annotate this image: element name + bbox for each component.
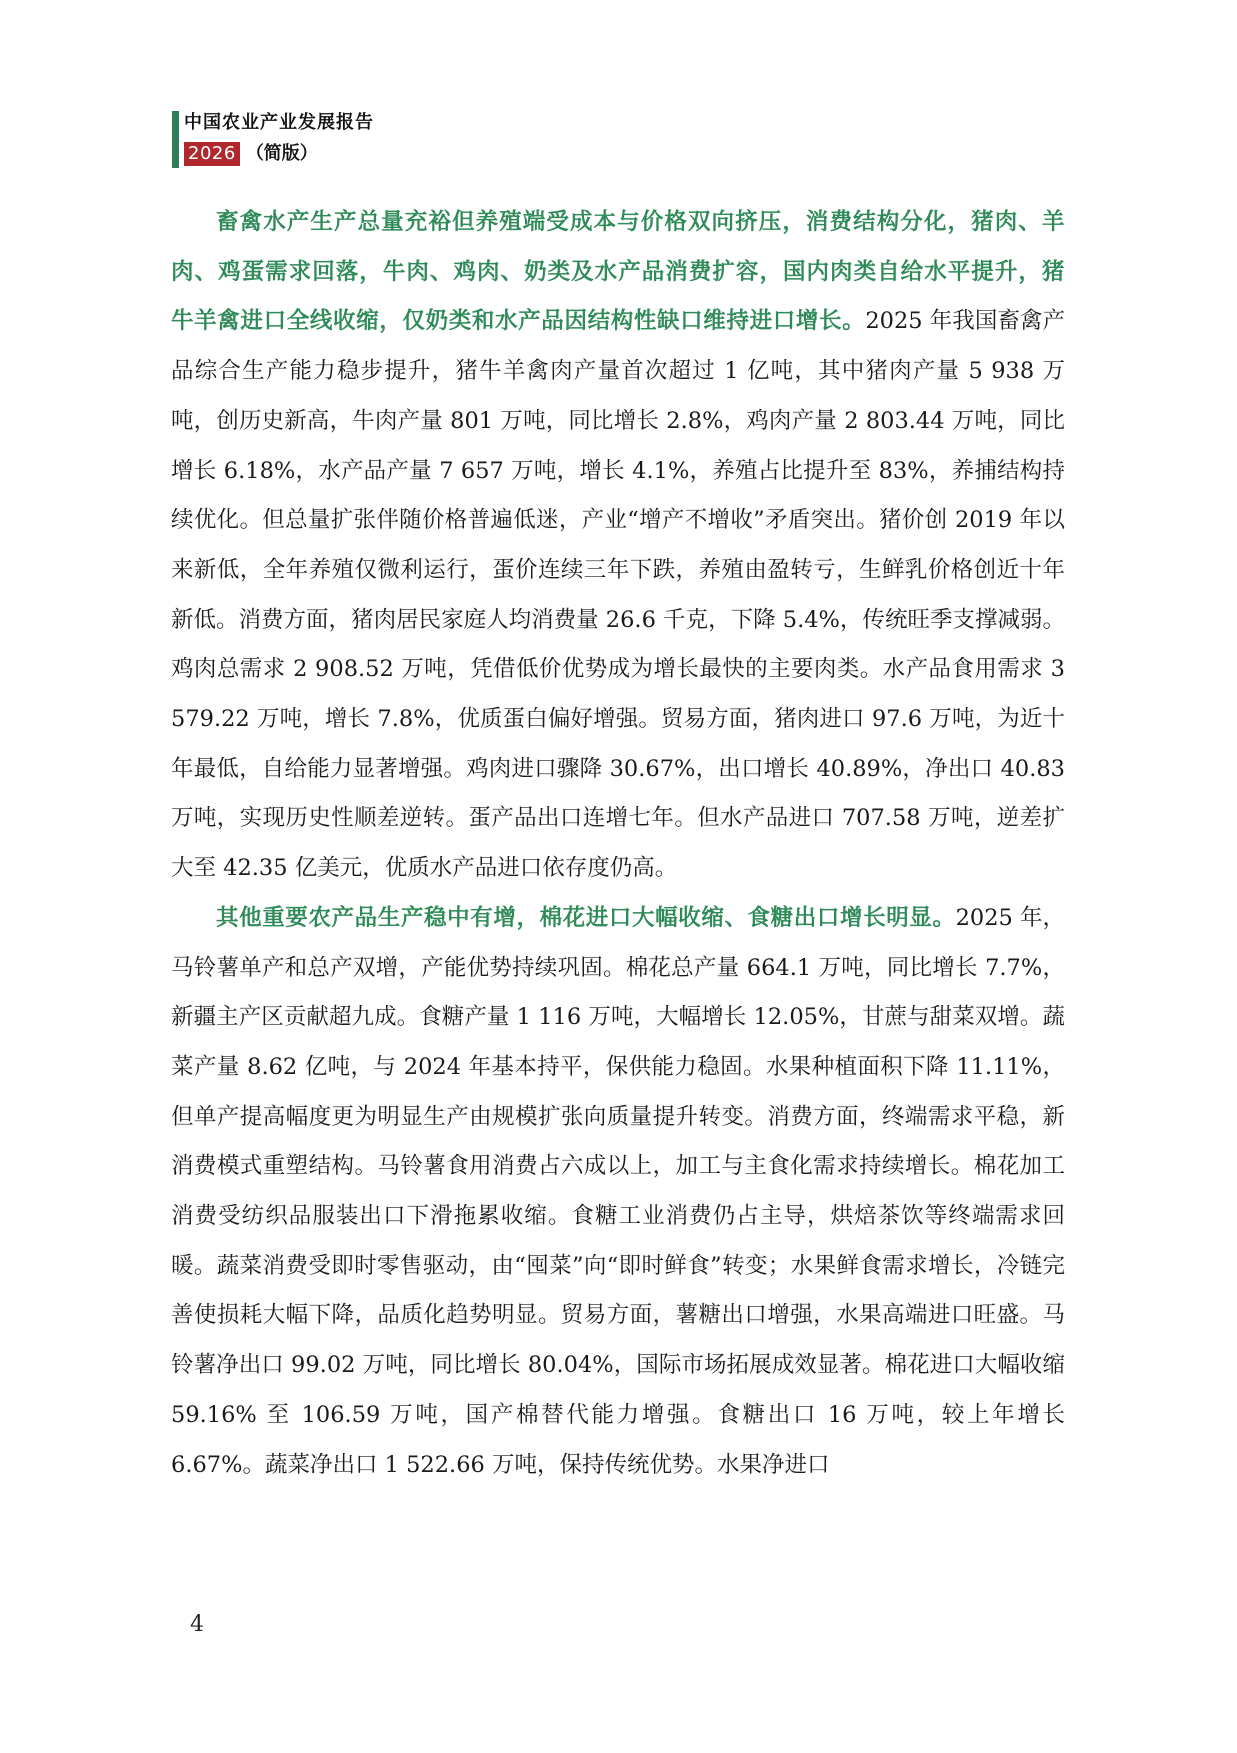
- report-title: 中国农业产业发展报告: [184, 112, 374, 133]
- page-number: 4: [190, 1612, 204, 1637]
- year-badge: 2026: [184, 142, 240, 166]
- paragraph-lead-livestock: 畜禽水产生产总量充裕但养殖端受成本与价格双向挤压，消费结构分化，猪肉、羊肉、鸡蛋需求回落，牛肉、鸡肉、奶类及水产品消费扩容，国内肉类自给水平提升，猪牛羊禽进口全线收缩，仅奶类和水产品因结构性缺口维持进口增长。: [171, 209, 1065, 335]
- paragraph-livestock: [171, 198, 1065, 894]
- main-text: [171, 198, 1065, 1490]
- header-edition-row: [184, 141, 318, 166]
- paragraph-body-other-products: 2025 年，马铃薯单产和总产双增，产能优势持续巩固。棉花总产量 664.1 万吨，同比增长 7.7%，新疆主产区贡献超九成。食糖产量 1 116 万吨，大幅增长 12.05%，甘蔗与甜菜双增。蔬菜产量 8.62 亿吨，与 2024 年基本持平，保供能力稳固。水果种植面积下降 11.11%，但单产提高幅度更为明显生产由规模扩张向质量提升转变。消费方面，终端需求平稳，新消费模式重塑结构。马铃薯食用消费占六成以上，加工与主食化需求持续增长。棉花加工消费受纺织品服装出口下滑拖累收缩。食糖工业消费仍占主导，烘焙茶饮等终端需求回暖。蔬菜消费受即时零售驱动，由“囤菜”向“即时鲜食”转变；水果鲜食需求增长，冷链完善使损耗大幅下降，品质化趋势明显。贸易方面，薯糖出口增强，水果高端进口旺盛。马铃薯净出口 99.02 万吨，同比增长 80.04%，国际市场拓展成效显著。棉花进口大幅收缩 59.16% 至 106.59 万吨，国产棉替代能力增强。食糖出口 16 万吨，较上年增长 6.67%。蔬菜净出口 1 522.66 万吨，保持传统优势。水果净进口: [171, 904, 1065, 1478]
- paragraph-lead-other-products: 其他重要农产品生产稳中有增，棉花进口大幅收缩、食糖出口增长明显。: [216, 904, 956, 931]
- paragraph-other-products: [171, 894, 1065, 1490]
- paragraph-body-livestock: 2025 年我国畜禽产品综合生产能力稳步提升，猪牛羊禽肉产量首次超过 1 亿吨，其中猪肉产量 5 938 万吨，创历史新高，牛肉产量 801 万吨，同比增长 2.8%，鸡肉产量 2 803.44 万吨，同比增长 6.18%，水产品产量 7 657 万吨，增长 4.1%，养殖占比提升至 83%，养捕结构持续优化。但总量扩张伴随价格普遍低迷，产业“增产不增收”矛盾突出。猪价创 2019 年以来新低，全年养殖仅微利运行，蛋价连续三年下跌，养殖由盈转亏，生鲜乳价格创近十年新低。消费方面，猪肉居民家庭人均消费量 26.6 千克，下降 5.4%，传统旺季支撑减弱。鸡肉总需求 2 908.52 万吨，凭借低价优势成为增长最快的主要肉类。水产品食用需求 3 579.22 万吨，增长 7.8%，优质蛋白偏好增强。贸易方面，猪肉进口 97.6 万吨，为近十年最低，自给能力显著增强。鸡肉进口骤降 30.67%，出口增长 40.89%，净出口 40.83 万吨，实现历史性顺差逆转。蛋产品出口连增七年。但水产品进口 707.58 万吨，逆差扩大至 42.35 亿美元，优质水产品进口依存度仍高。: [171, 308, 1065, 882]
- header-accent-bar: [172, 111, 179, 168]
- edition-label: （简版）: [245, 142, 318, 164]
